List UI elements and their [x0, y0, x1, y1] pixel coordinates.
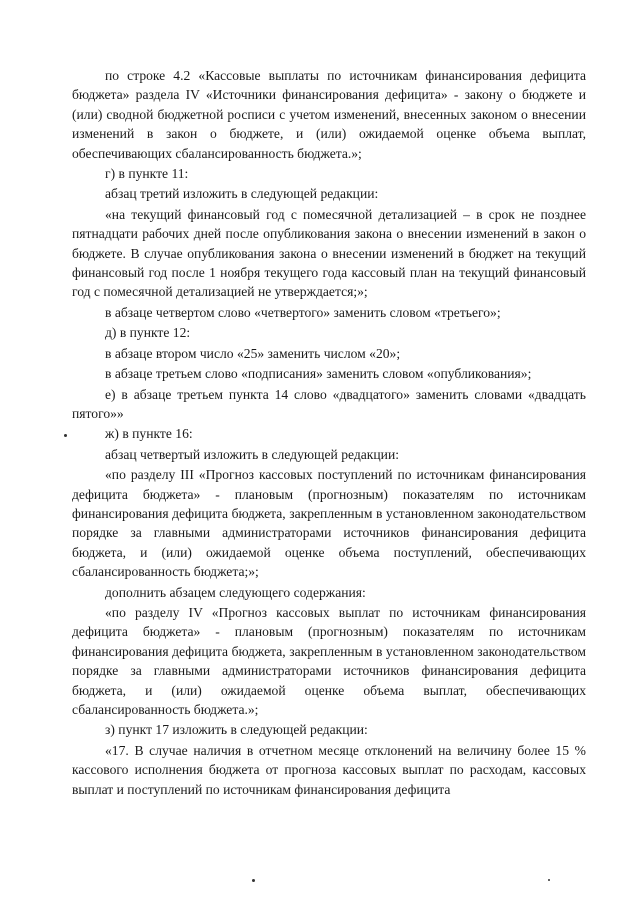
scan-speck: [64, 434, 67, 437]
paragraph-third-abzac-signing: в абзаце третьем слово «подписания» заменить словом «опубликования»;: [105, 366, 532, 382]
paragraph-line-4-2: по строке 4.2 «Кассовые выплаты по источникам финансирования дефицита бюджета» раздела IV «Источники финансирования дефицита» - закону о бюджете и (или) сводной бюджетной росписи с учетом изменений, внесенных законом о внесении изменений в закон о бюджете, и (или) ожидаемой оценке объема выплат, обеспечивающих сбалансированность бюджета.»;: [72, 68, 586, 161]
paragraph-add-abzac: дополнить абзацем следующего содержания:: [105, 584, 366, 600]
paragraph-item-17: «17. В случае наличия в отчетном месяце отклонений на величину более 15 % кассового исполнения бюджета от прогноза кассовых выплат по расходам, кассовых выплат и поступлений по источникам финансирования дефицита: [72, 742, 586, 797]
document-page: [72, 66, 586, 799]
paragraph-item-e: е) в абзаце третьем пункта 14 слово «двадцатого» заменить словами «двадцать пятого»»: [72, 386, 586, 421]
paragraph-item-g: г) в пункте 11:: [105, 166, 189, 182]
paragraph-third-abzac: абзац третий изложить в следующей редакции:: [105, 186, 379, 202]
paragraph-section-iii: «по разделу III «Прогноз кассовых поступлений по источникам финансирования дефицита бюджета» - плановым (прогнозным) показателям по источникам финансирования дефицита бюджета, закрепленным в установленном законодательством порядке за главными администраторами источников финансирования дефицита бюджета, и (или) ожидаемой оценке объема поступлений, обеспечивающих сбалансированность бюджета;»;: [72, 467, 586, 580]
scan-speck: [252, 879, 255, 882]
paragraph-item-z: з) пункт 17 изложить в следующей редакции:: [105, 722, 368, 738]
paragraph-item-zh: ж) в пункте 16:: [105, 426, 193, 442]
paragraph-fourth-abzac-edit: абзац четвертый изложить в следующей редакции:: [105, 446, 400, 462]
paragraph-section-iv: «по разделу IV «Прогноз кассовых выплат по источникам финансирования дефицита бюджета» - плановым (прогнозным) показателям по источникам финансирования дефицита бюджета, закрепленным в установленном законодательством порядке за главными администраторами источников финансирования дефицита бюджета, и (или) ожидаемой оценке объема выплат, обеспечивающих сбалансированность бюджета.»;: [72, 604, 586, 717]
paragraph-fourth-abzac: в абзаце четвертом слово «четвертого» заменить словом «третьего»;: [105, 304, 501, 320]
paragraph-item-d: д) в пункте 12:: [105, 325, 191, 341]
paragraph-current-year: «на текущий финансовый год с помесячной детализацией – в срок не позднее пятнадцати рабочих дней после опубликования закона о внесении изменений в закон о бюджете. В случае опубликования закона о внесении изменений в бюджет на текущий финансовый год после 1 ноября текущего года кассовый план на текущий финансовый год с помесячной детализацией не утверждается;»;: [72, 206, 586, 300]
paragraph-second-abzac: в абзаце втором число «25» заменить числом «20»;: [105, 345, 401, 361]
scan-speck: [548, 879, 550, 881]
